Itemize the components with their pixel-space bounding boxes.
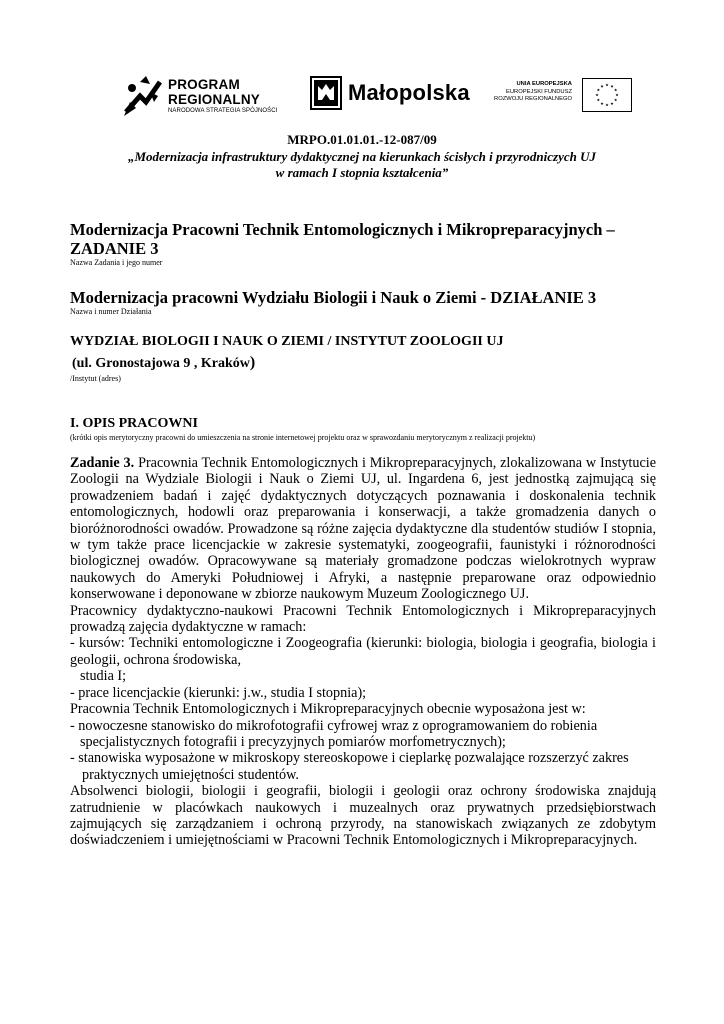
- institute-address-paren: ): [249, 354, 256, 371]
- program-logo-line2: REGIONALNY: [168, 92, 261, 107]
- eu-logo: [492, 76, 642, 116]
- eu-logo-line2: EUROPEJSKI FUNDUSZ: [505, 88, 572, 95]
- task-caption: Nazwa Zadania i jego numer: [70, 258, 163, 267]
- eu-logo-line3: ROZWOJU REGIONALNEGO: [494, 96, 572, 102]
- list-item-microphotography-cont: specjalistycznych fotografii i precyzyjnych pomiarów morfometrycznych);: [80, 733, 506, 750]
- list-item-microphotography: - nowoczesne stanowisko do mikrofotografii cyfrowej wraz z oprogramowaniem do robienia: [70, 717, 598, 734]
- logo-bar: [120, 70, 640, 120]
- list-item-courses-cont: studia I;: [80, 668, 127, 685]
- paragraph-staff: Pracownicy dydaktyczno-naukowi Pracowni Technik Entomologicznych i Mikropreparacyjnych prowadzą zajęcia dydaktyczne w ramach:: [70, 602, 656, 636]
- task-title-line2: ZADANIE 3: [70, 239, 159, 258]
- institute-address-text: (ul. Gronostajowa 9 , Kraków: [72, 356, 250, 371]
- malopolska-emblem-icon: [310, 76, 342, 110]
- malopolska-logo: [310, 76, 480, 116]
- eu-flag-icon: [582, 78, 632, 112]
- action-title: Modernizacja pracowni Wydziału Biologii i Nauk o Ziemi - DZIAŁANIE 3: [70, 288, 597, 307]
- list-item-microscopes: - stanowiska wyposażone w mikroskopy stereoskopowe i cieplarkę pozwalające rozszerzyć zakres: [70, 750, 629, 767]
- paragraph-intro-lead: Zadanie 3.: [70, 455, 135, 471]
- task-title: [70, 220, 660, 258]
- program-regionalny-emblem-icon: [120, 72, 164, 118]
- list-item-microscopes-cont: praktycznych umiejętności studentów.: [82, 766, 299, 783]
- description-body: [70, 455, 656, 849]
- action-caption: Nazwa i numer Działania: [70, 307, 152, 316]
- institute-caption: /Instytut (adres): [70, 374, 121, 383]
- eu-logo-text: [492, 81, 572, 104]
- list-item-theses: - prace licencjackie (kierunki: j.w., studia I stopnia);: [70, 684, 367, 701]
- program-logo-line3: NARODOWA STRATEGIA SPÓJNOŚCI: [168, 108, 278, 114]
- malopolska-logo-text: Małopolska: [348, 80, 470, 105]
- paragraph-equipment: Pracownia Technik Entomologicznych i Mikropreparacyjnych obecnie wyposażona jest w:: [70, 701, 586, 718]
- list-item-courses: - kursów: Techniki entomologiczne i Zoogeografia (kierunki: biologia, biologia i geografia, biologia i geologii, ochrona środowiska,: [70, 635, 656, 668]
- section-caption: (krótki opis merytoryczny pracowni do umieszczenia na stronie internetowej projektu oraz w sprawozdaniu merytorycznym z realizacji projektu): [70, 433, 536, 442]
- project-title-line1: „Modernizacja infrastruktury dydaktycznej na kierunkach ścisłych i przyrodniczych UJ: [127, 149, 597, 164]
- institute-address: [72, 354, 255, 372]
- paragraph-intro-text: Pracownia Technik Entomologicznych i Mikropreparacyjnych, zlokalizowana w Instytucie Zoologii na Wydziale Biologii i Nauk o Ziemi UJ, ul. Ingardena 6, jest jednostką zajmującą się prowadzeniem badań i zajęć dydaktycznych dotyczących poznawania i doskonalenia technik entomologicznych, hodowli oraz preparowania i konserwacji, a także gromadzenia danych o bioróżnorodności owadów. Prowadzone są różne zajęcia dydaktyczne dla studentów studiów I stopnia, w tym także prace licencjackie w zakresie systematyki, zoogeografii, faunistyki i różnorodności biologicznej owadów. Opracowywane są materiały gromadzone podczas wielokrotnych wypraw naukowych do Ameryki Południowej i Afryki, a następnie preparowane oraz odpowiednio konserwowane i deponowane w zbiorze naukowym Muzeum Zoologicznego UJ.: [70, 455, 656, 603]
- paragraph-intro: [70, 455, 656, 603]
- section-title: I. OPIS PRACOWNI: [70, 416, 198, 431]
- institute-name: WYDZIAŁ BIOLOGII I NAUK O ZIEMI / INSTYTUT ZOOLOGII UJ: [70, 334, 504, 349]
- program-logo-line1: PROGRAM: [168, 77, 240, 92]
- project-title-line2: w ramach I stopnia kształcenia”: [275, 165, 449, 180]
- eu-logo-line1: UNIA EUROPEJSKA: [516, 81, 572, 87]
- task-title-line1: Modernizacja Pracowni Technik Entomologicznych i Mikropreparacyjnych –: [70, 220, 615, 239]
- project-code: MRPO.01.01.01.-12-087/09: [287, 132, 437, 147]
- paragraph-graduates: Absolwenci biologii, biologii i geografii, biologii i geologii oraz ochrony środowiska znajdują zatrudnienie w placówkach naukowych i muzealnych oraz prywatnych przedsiębiorstwach zajmujących się zarządzaniem i ochroną przyrody, na stanowiskach związanych ze zdobytym doświadczeniem i umiejętnościami w Pracowni Technik Entomologicznych i Mikropreparacyjnych.: [70, 783, 656, 849]
- program-regionalny-logo: [120, 72, 295, 118]
